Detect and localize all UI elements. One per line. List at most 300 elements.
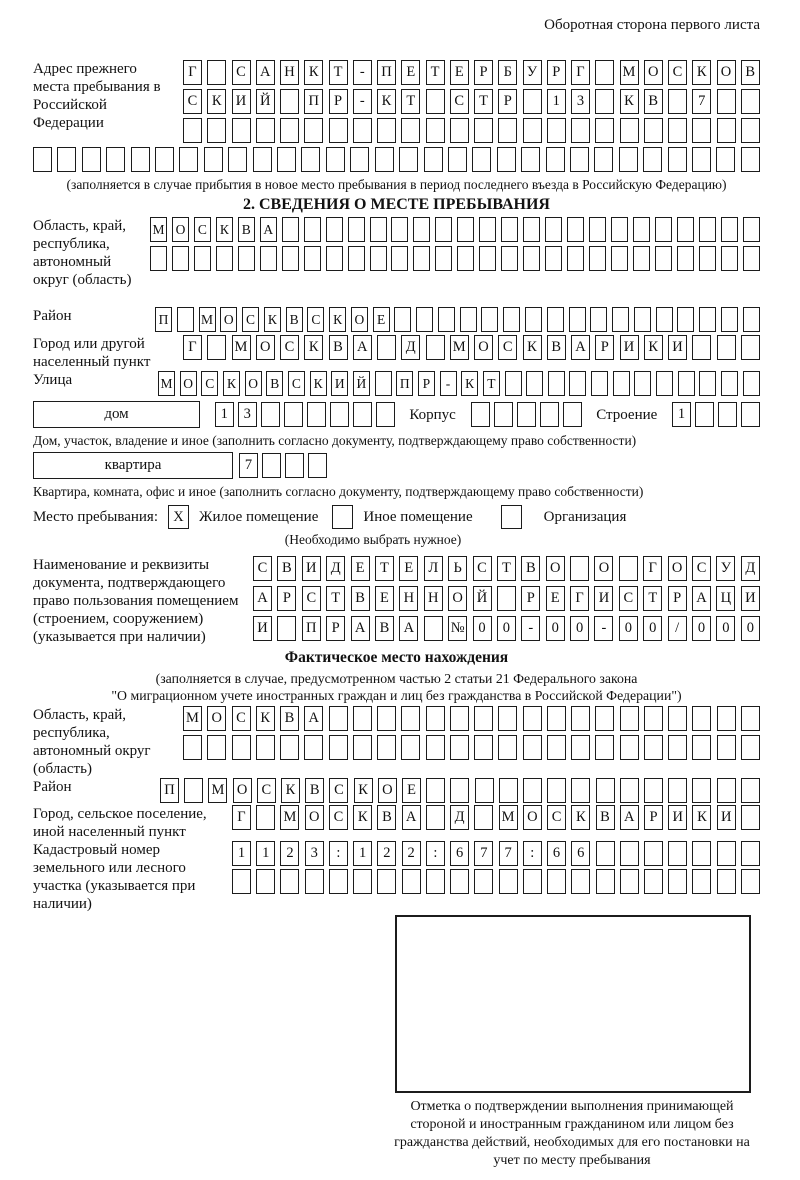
char-cell[interactable] <box>370 246 387 271</box>
char-cell[interactable] <box>472 147 491 172</box>
char-cell[interactable] <box>284 402 303 427</box>
char-cell[interactable] <box>228 147 247 172</box>
char-cell[interactable]: Е <box>450 60 469 85</box>
checkbox-inoe-pomeshchenie[interactable] <box>332 505 353 529</box>
char-cell[interactable] <box>426 335 445 360</box>
char-cell[interactable] <box>282 246 299 271</box>
char-cell[interactable]: А <box>353 335 372 360</box>
char-cell[interactable] <box>717 335 736 360</box>
char-cell[interactable] <box>717 778 736 803</box>
char-cell[interactable]: Т <box>426 60 445 85</box>
char-cell[interactable] <box>424 147 443 172</box>
char-cell[interactable]: Е <box>401 60 420 85</box>
char-cell[interactable]: 7 <box>499 841 518 866</box>
char-cell[interactable] <box>620 841 639 866</box>
char-cell[interactable] <box>450 869 469 894</box>
char-cell[interactable]: М <box>450 335 469 360</box>
char-cell[interactable] <box>501 217 518 242</box>
char-cell[interactable]: Е <box>375 586 394 611</box>
char-cell[interactable] <box>256 735 275 760</box>
char-cell[interactable]: К <box>304 335 323 360</box>
char-cell[interactable]: Н <box>280 60 299 85</box>
char-cell[interactable] <box>717 869 736 894</box>
char-cell[interactable]: Р <box>547 60 566 85</box>
char-cell[interactable] <box>497 147 516 172</box>
char-cell[interactable] <box>353 706 372 731</box>
char-cell[interactable] <box>596 841 615 866</box>
char-cell[interactable] <box>523 735 542 760</box>
char-cell[interactable] <box>668 118 687 143</box>
char-cell[interactable]: / <box>668 616 687 641</box>
char-cell[interactable]: М <box>208 778 227 803</box>
char-cell[interactable]: С <box>280 335 299 360</box>
char-cell[interactable] <box>329 706 348 731</box>
char-cell[interactable] <box>479 217 496 242</box>
char-cell[interactable]: И <box>253 616 272 641</box>
char-cell[interactable] <box>567 246 584 271</box>
char-cell[interactable]: Е <box>351 556 370 581</box>
char-cell[interactable] <box>413 246 430 271</box>
char-cell[interactable] <box>547 735 566 760</box>
char-cell[interactable] <box>743 307 760 332</box>
char-cell[interactable]: В <box>547 335 566 360</box>
char-cell[interactable]: М <box>280 805 299 830</box>
char-cell[interactable]: Р <box>644 805 663 830</box>
char-cell[interactable] <box>668 841 687 866</box>
char-cell[interactable]: С <box>201 371 218 396</box>
char-cell[interactable]: К <box>256 706 275 731</box>
char-cell[interactable]: Т <box>483 371 500 396</box>
char-cell[interactable]: 1 <box>672 402 691 427</box>
char-cell[interactable] <box>329 869 348 894</box>
char-cell[interactable]: : <box>329 841 348 866</box>
char-cell[interactable]: К <box>207 89 226 114</box>
char-cell[interactable]: Ь <box>448 556 467 581</box>
char-cell[interactable]: Й <box>256 89 275 114</box>
char-cell[interactable]: С <box>692 556 711 581</box>
char-cell[interactable]: Е <box>399 556 418 581</box>
char-cell[interactable] <box>634 307 651 332</box>
char-cell[interactable] <box>692 735 711 760</box>
char-cell[interactable] <box>155 147 174 172</box>
char-cell[interactable]: Д <box>401 335 420 360</box>
char-cell[interactable] <box>633 246 650 271</box>
char-cell[interactable] <box>547 706 566 731</box>
char-cell[interactable] <box>498 706 517 731</box>
char-cell[interactable]: 1 <box>256 841 275 866</box>
char-cell[interactable]: 6 <box>547 841 566 866</box>
char-cell[interactable]: 3 <box>238 402 257 427</box>
char-cell[interactable] <box>717 89 736 114</box>
char-cell[interactable]: 6 <box>571 841 590 866</box>
char-cell[interactable]: К <box>353 805 372 830</box>
char-cell[interactable] <box>547 307 564 332</box>
char-cell[interactable] <box>377 335 396 360</box>
char-cell[interactable]: Г <box>643 556 662 581</box>
char-cell[interactable]: - <box>353 60 372 85</box>
char-cell[interactable] <box>499 778 518 803</box>
char-cell[interactable] <box>547 869 566 894</box>
checkbox-organizatsiya[interactable] <box>501 505 522 529</box>
char-cell[interactable] <box>523 706 542 731</box>
char-cell[interactable] <box>426 805 445 830</box>
char-cell[interactable]: 0 <box>546 616 565 641</box>
char-cell[interactable] <box>304 217 321 242</box>
char-cell[interactable]: К <box>523 335 542 360</box>
char-cell[interactable]: А <box>402 805 421 830</box>
char-cell[interactable] <box>741 118 760 143</box>
char-cell[interactable]: В <box>286 307 303 332</box>
char-cell[interactable] <box>613 371 630 396</box>
char-cell[interactable]: О <box>233 778 252 803</box>
char-cell[interactable] <box>571 869 590 894</box>
char-cell[interactable] <box>207 60 226 85</box>
char-cell[interactable]: В <box>741 60 760 85</box>
char-cell[interactable]: У <box>523 60 542 85</box>
char-cell[interactable]: С <box>473 556 492 581</box>
char-cell[interactable] <box>348 246 365 271</box>
char-cell[interactable] <box>308 453 327 478</box>
char-cell[interactable] <box>375 371 392 396</box>
char-cell[interactable] <box>260 246 277 271</box>
char-cell[interactable] <box>280 869 299 894</box>
char-cell[interactable] <box>183 118 202 143</box>
char-cell[interactable] <box>590 307 607 332</box>
char-cell[interactable] <box>370 217 387 242</box>
char-cell[interactable]: О <box>523 805 542 830</box>
char-cell[interactable]: 0 <box>741 616 760 641</box>
char-cell[interactable]: Т <box>401 89 420 114</box>
char-cell[interactable] <box>498 735 517 760</box>
char-cell[interactable] <box>353 402 372 427</box>
char-cell[interactable]: В <box>521 556 540 581</box>
char-cell[interactable] <box>678 371 695 396</box>
char-cell[interactable] <box>426 89 445 114</box>
char-cell[interactable] <box>184 778 203 803</box>
char-cell[interactable] <box>253 147 272 172</box>
char-cell[interactable] <box>699 307 716 332</box>
char-cell[interactable]: Й <box>473 586 492 611</box>
char-cell[interactable] <box>353 869 372 894</box>
char-cell[interactable] <box>741 89 760 114</box>
char-cell[interactable]: Г <box>232 805 251 830</box>
char-cell[interactable] <box>569 307 586 332</box>
char-cell[interactable] <box>644 735 663 760</box>
char-cell[interactable] <box>571 706 590 731</box>
char-cell[interactable] <box>595 706 614 731</box>
char-cell[interactable]: А <box>256 60 275 85</box>
char-cell[interactable]: Е <box>373 307 390 332</box>
char-cell[interactable]: С <box>253 556 272 581</box>
char-cell[interactable]: К <box>264 307 281 332</box>
char-cell[interactable]: Т <box>329 60 348 85</box>
char-cell[interactable] <box>644 869 663 894</box>
char-cell[interactable] <box>546 147 565 172</box>
char-cell[interactable] <box>377 869 396 894</box>
char-cell[interactable]: С <box>194 217 211 242</box>
char-cell[interactable] <box>699 217 716 242</box>
char-cell[interactable] <box>595 60 614 85</box>
char-cell[interactable] <box>280 89 299 114</box>
char-cell[interactable]: Г <box>183 60 202 85</box>
char-cell[interactable]: О <box>245 371 262 396</box>
char-cell[interactable]: Б <box>498 60 517 85</box>
char-cell[interactable] <box>277 616 296 641</box>
char-cell[interactable] <box>375 147 394 172</box>
char-cell[interactable] <box>721 217 738 242</box>
char-cell[interactable]: 0 <box>497 616 516 641</box>
char-cell[interactable] <box>611 246 628 271</box>
char-cell[interactable] <box>57 147 76 172</box>
char-cell[interactable] <box>479 246 496 271</box>
char-cell[interactable] <box>692 778 711 803</box>
char-cell[interactable]: К <box>281 778 300 803</box>
char-cell[interactable] <box>179 147 198 172</box>
char-cell[interactable] <box>571 778 590 803</box>
char-cell[interactable] <box>82 147 101 172</box>
char-cell[interactable]: 7 <box>474 841 493 866</box>
char-cell[interactable] <box>612 307 629 332</box>
char-cell[interactable] <box>474 706 493 731</box>
char-cell[interactable]: - <box>353 89 372 114</box>
char-cell[interactable]: 6 <box>450 841 469 866</box>
char-cell[interactable] <box>348 217 365 242</box>
char-cell[interactable]: А <box>399 616 418 641</box>
char-cell[interactable] <box>620 706 639 731</box>
char-cell[interactable]: Е <box>402 778 421 803</box>
char-cell[interactable] <box>692 706 711 731</box>
char-cell[interactable]: И <box>668 335 687 360</box>
char-cell[interactable]: Р <box>498 89 517 114</box>
char-cell[interactable]: П <box>155 307 172 332</box>
char-cell[interactable] <box>521 147 540 172</box>
char-cell[interactable] <box>589 217 606 242</box>
char-cell[interactable]: В <box>280 706 299 731</box>
char-cell[interactable] <box>523 869 542 894</box>
char-cell[interactable] <box>450 706 469 731</box>
char-cell[interactable]: Р <box>329 89 348 114</box>
char-cell[interactable] <box>426 118 445 143</box>
char-cell[interactable] <box>261 402 280 427</box>
char-cell[interactable]: С <box>498 335 517 360</box>
char-cell[interactable]: 0 <box>716 616 735 641</box>
char-cell[interactable] <box>426 778 445 803</box>
char-cell[interactable] <box>262 453 281 478</box>
char-cell[interactable]: О <box>474 335 493 360</box>
char-cell[interactable] <box>717 735 736 760</box>
char-cell[interactable]: : <box>426 841 445 866</box>
char-cell[interactable]: 7 <box>239 453 258 478</box>
char-cell[interactable]: В <box>277 556 296 581</box>
char-cell[interactable]: С <box>668 60 687 85</box>
char-cell[interactable] <box>238 246 255 271</box>
char-cell[interactable]: В <box>377 805 396 830</box>
char-cell[interactable]: О <box>207 706 226 731</box>
char-cell[interactable] <box>207 118 226 143</box>
char-cell[interactable] <box>304 246 321 271</box>
char-cell[interactable] <box>692 841 711 866</box>
char-cell[interactable]: 2 <box>377 841 396 866</box>
char-cell[interactable] <box>503 307 520 332</box>
char-cell[interactable] <box>232 735 251 760</box>
char-cell[interactable]: 0 <box>643 616 662 641</box>
char-cell[interactable]: М <box>199 307 216 332</box>
char-cell[interactable]: М <box>150 217 167 242</box>
char-cell[interactable] <box>644 118 663 143</box>
char-cell[interactable]: В <box>238 217 255 242</box>
char-cell[interactable] <box>655 217 672 242</box>
char-cell[interactable]: 1 <box>353 841 372 866</box>
checkbox-zhiloe-pomeshchenie[interactable]: X <box>168 505 189 529</box>
char-cell[interactable] <box>131 147 150 172</box>
char-cell[interactable]: Т <box>326 586 345 611</box>
char-cell[interactable] <box>668 706 687 731</box>
char-cell[interactable] <box>741 869 760 894</box>
char-cell[interactable] <box>401 735 420 760</box>
char-cell[interactable]: С <box>232 706 251 731</box>
char-cell[interactable]: У <box>716 556 735 581</box>
char-cell[interactable]: К <box>354 778 373 803</box>
char-cell[interactable]: М <box>158 371 175 396</box>
char-cell[interactable]: 3 <box>571 89 590 114</box>
char-cell[interactable] <box>526 371 543 396</box>
char-cell[interactable] <box>517 402 536 427</box>
char-cell[interactable] <box>634 371 651 396</box>
char-cell[interactable]: Н <box>424 586 443 611</box>
char-cell[interactable]: 0 <box>619 616 638 641</box>
char-cell[interactable]: Д <box>326 556 345 581</box>
char-cell[interactable] <box>475 778 494 803</box>
char-cell[interactable]: В <box>305 778 324 803</box>
char-cell[interactable]: 3 <box>305 841 324 866</box>
char-cell[interactable]: Т <box>474 89 493 114</box>
char-cell[interactable]: Р <box>521 586 540 611</box>
char-cell[interactable]: К <box>304 60 323 85</box>
char-cell[interactable]: И <box>741 586 760 611</box>
char-cell[interactable] <box>595 735 614 760</box>
char-cell[interactable]: Р <box>474 60 493 85</box>
char-cell[interactable]: П <box>304 89 323 114</box>
char-cell[interactable] <box>741 735 760 760</box>
char-cell[interactable]: С <box>183 89 202 114</box>
char-cell[interactable] <box>277 147 296 172</box>
char-cell[interactable] <box>692 147 711 172</box>
char-cell[interactable] <box>595 89 614 114</box>
char-cell[interactable] <box>695 402 714 427</box>
char-cell[interactable]: О <box>305 805 324 830</box>
char-cell[interactable] <box>569 371 586 396</box>
char-cell[interactable] <box>426 869 445 894</box>
char-cell[interactable] <box>457 217 474 242</box>
char-cell[interactable] <box>523 217 540 242</box>
char-cell[interactable] <box>571 735 590 760</box>
char-cell[interactable]: П <box>160 778 179 803</box>
char-cell[interactable] <box>232 869 251 894</box>
char-cell[interactable] <box>741 402 760 427</box>
char-cell[interactable] <box>721 371 738 396</box>
char-cell[interactable]: С <box>242 307 259 332</box>
char-cell[interactable] <box>668 89 687 114</box>
char-cell[interactable]: - <box>594 616 613 641</box>
char-cell[interactable] <box>741 706 760 731</box>
char-cell[interactable] <box>177 307 194 332</box>
char-cell[interactable]: 0 <box>473 616 492 641</box>
char-cell[interactable] <box>172 246 189 271</box>
char-cell[interactable]: 1 <box>215 402 234 427</box>
char-cell[interactable]: Р <box>595 335 614 360</box>
char-cell[interactable]: 7 <box>692 89 711 114</box>
char-cell[interactable] <box>435 246 452 271</box>
char-cell[interactable] <box>401 118 420 143</box>
char-cell[interactable] <box>505 371 522 396</box>
char-cell[interactable]: К <box>329 307 346 332</box>
char-cell[interactable]: К <box>620 89 639 114</box>
char-cell[interactable] <box>570 556 589 581</box>
char-cell[interactable] <box>326 217 343 242</box>
char-cell[interactable]: С <box>329 778 348 803</box>
char-cell[interactable] <box>330 402 349 427</box>
char-cell[interactable]: В <box>351 586 370 611</box>
char-cell[interactable] <box>741 841 760 866</box>
char-cell[interactable] <box>620 118 639 143</box>
char-cell[interactable] <box>523 778 542 803</box>
char-cell[interactable]: Л <box>424 556 443 581</box>
char-cell[interactable] <box>413 217 430 242</box>
char-cell[interactable] <box>620 735 639 760</box>
char-cell[interactable]: П <box>377 60 396 85</box>
char-cell[interactable]: А <box>304 706 323 731</box>
char-cell[interactable] <box>376 402 395 427</box>
char-cell[interactable]: М <box>232 335 251 360</box>
char-cell[interactable] <box>329 735 348 760</box>
char-cell[interactable]: М <box>620 60 639 85</box>
char-cell[interactable] <box>692 335 711 360</box>
char-cell[interactable] <box>591 371 608 396</box>
char-cell[interactable]: № <box>448 616 467 641</box>
char-cell[interactable] <box>474 869 493 894</box>
char-cell[interactable] <box>304 735 323 760</box>
char-cell[interactable] <box>460 307 477 332</box>
char-cell[interactable] <box>589 246 606 271</box>
char-cell[interactable] <box>106 147 125 172</box>
char-cell[interactable] <box>699 371 716 396</box>
char-cell[interactable]: К <box>216 217 233 242</box>
char-cell[interactable] <box>619 147 638 172</box>
char-cell[interactable] <box>501 246 518 271</box>
char-cell[interactable]: И <box>594 586 613 611</box>
char-cell[interactable] <box>548 371 565 396</box>
char-cell[interactable] <box>595 118 614 143</box>
char-cell[interactable]: Ц <box>716 586 735 611</box>
char-cell[interactable] <box>457 246 474 271</box>
char-cell[interactable] <box>619 556 638 581</box>
char-cell[interactable] <box>643 147 662 172</box>
char-cell[interactable]: О <box>594 556 613 581</box>
char-cell[interactable] <box>450 735 469 760</box>
char-cell[interactable] <box>571 118 590 143</box>
char-cell[interactable] <box>741 805 760 830</box>
char-cell[interactable] <box>523 246 540 271</box>
char-cell[interactable] <box>194 246 211 271</box>
char-cell[interactable] <box>523 89 542 114</box>
char-cell[interactable]: 1 <box>232 841 251 866</box>
char-cell[interactable] <box>474 735 493 760</box>
char-cell[interactable] <box>33 147 52 172</box>
char-cell[interactable] <box>305 869 324 894</box>
char-cell[interactable]: М <box>499 805 518 830</box>
char-cell[interactable] <box>285 453 304 478</box>
char-cell[interactable] <box>525 307 542 332</box>
